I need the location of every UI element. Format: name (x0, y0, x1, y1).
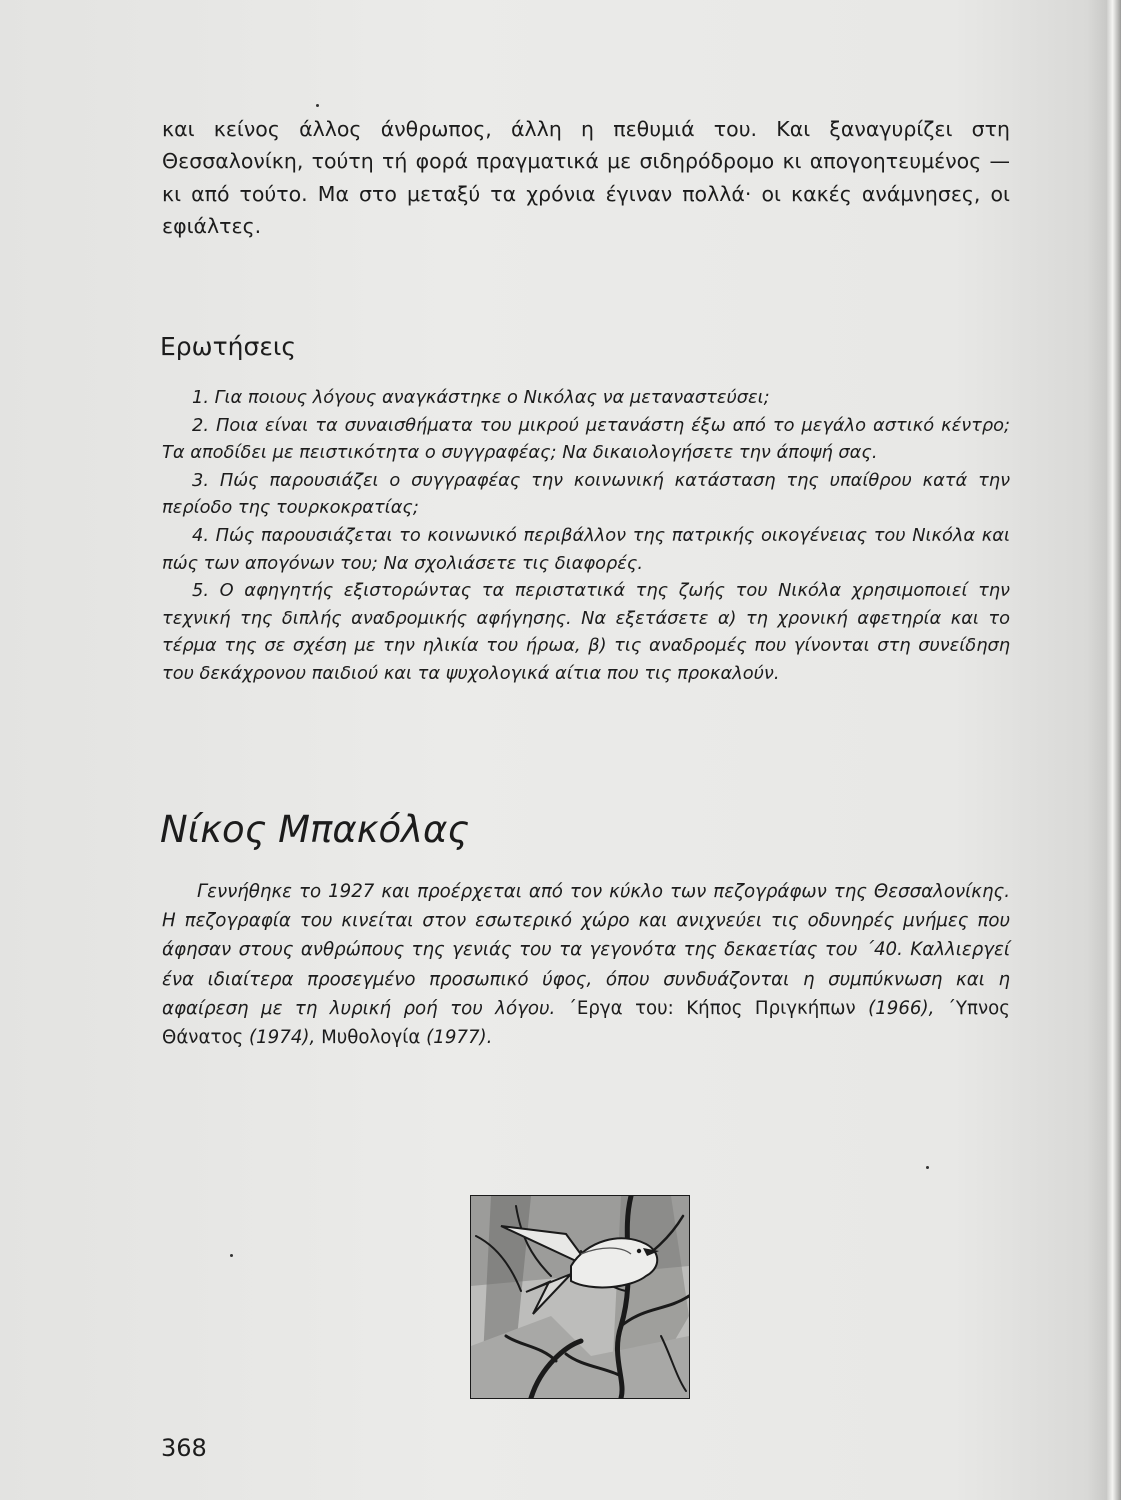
question-item: 1. Για ποιους λόγους αναγκάστηκε ο Νικόλας να μεταναστεύσει; (192, 387, 770, 408)
author-bio (162, 877, 1010, 1052)
questions-heading: Ερωτήσεις (160, 332, 296, 361)
page-number: 368 (161, 1434, 207, 1462)
questions-list (162, 384, 1010, 688)
question-item: 2. Ποια είναι τα συναισθήματα του μικρού μετανάστη έξω από το μεγάλο αστικό κέντρο; Τα αποδίδει με πειστικότητα ο συγγραφέας; Να δικαιολογήσετε την άποψή σας. (162, 414, 1010, 464)
work-year: (1966), (868, 997, 935, 1019)
bird-illustration (470, 1195, 690, 1399)
print-speck (926, 1166, 929, 1169)
question-item: 5. Ο αφηγητής εξιστορώντας τα περιστατικά της ζωής του Νικόλα χρησιμοποιεί την τεχνική της διπλής αναδρομικής αφήγησης. Να εξετάσετε α) τη χρονική αφετηρία και το τέρμα της σε σχέση με την ηλικία του ήρωα, β) τις αναδρομές που γίνονται στη συνείδηση του δεκάχρονου παιδιού και τα ψυχολογικά αίτια που τις προκαλούν. (162, 580, 1010, 684)
print-speck (316, 104, 319, 107)
question-item: 4. Πώς παρουσιάζεται το κοινωνικό περιβάλλον της πατρικής οικογένειας του Νικόλα και πώς των απογόνων του; Να σχολιάσετε τις διαφορές. (162, 524, 1010, 574)
question-item: 3. Πώς παρουσιάζει ο συγγραφέας την κοινωνική κατάσταση της υπαίθρου κατά την περίοδο της τουρκοκρατίας; (162, 469, 1010, 519)
print-speck (230, 1254, 233, 1257)
work-title: Μυθολογία (321, 1027, 421, 1049)
work-year: (1974), (249, 1027, 316, 1049)
author-name: Νίκος Μπακόλας (160, 808, 470, 851)
bird-engraving (471, 1196, 689, 1398)
works-label: ΄Εργα του: (567, 997, 674, 1019)
work-title: ΄Υπνος Θάνατος (162, 997, 1010, 1049)
work-year: (1977). (426, 1027, 493, 1049)
bio-text: Γεννήθηκε το 1927 και προέρχεται από τον κύκλο των πεζογράφων της Θεσσαλονίκης. Η πεζογραφία του κινείται στον εσωτερικό χώρο και ανιχνεύει τις οδυνηρές μνήμες που άφησαν στους ανθρώπους της γενιάς του τα γεγονότα της δεκαετίας του ΄40. Καλλιεργεί ένα ιδιαίτερα προσεγμένο προσωπικό ύφος, όπου συνδυάζονται η συμπύκνωση και η αφαίρεση με τη λυρική ροή του λόγου. (162, 881, 1010, 1019)
intro-paragraph: και κείνος άλλος άνθρωπος, άλλη η πεθυμιά του. Και ξαναγυρίζει στη Θεσσαλονίκη, τούτη τή φορά πραγματικά με σιδηρόδρομο κι απογοητευμένος — κι από τούτο. Μα στο μεταξύ τα χρόνια έγιναν πολλά· οι κακές ανάμνησες, οι εφιάλτες. (162, 117, 1010, 238)
page-edge (1107, 0, 1121, 1500)
work-title: Κήπος Πριγκήπων (686, 997, 856, 1019)
